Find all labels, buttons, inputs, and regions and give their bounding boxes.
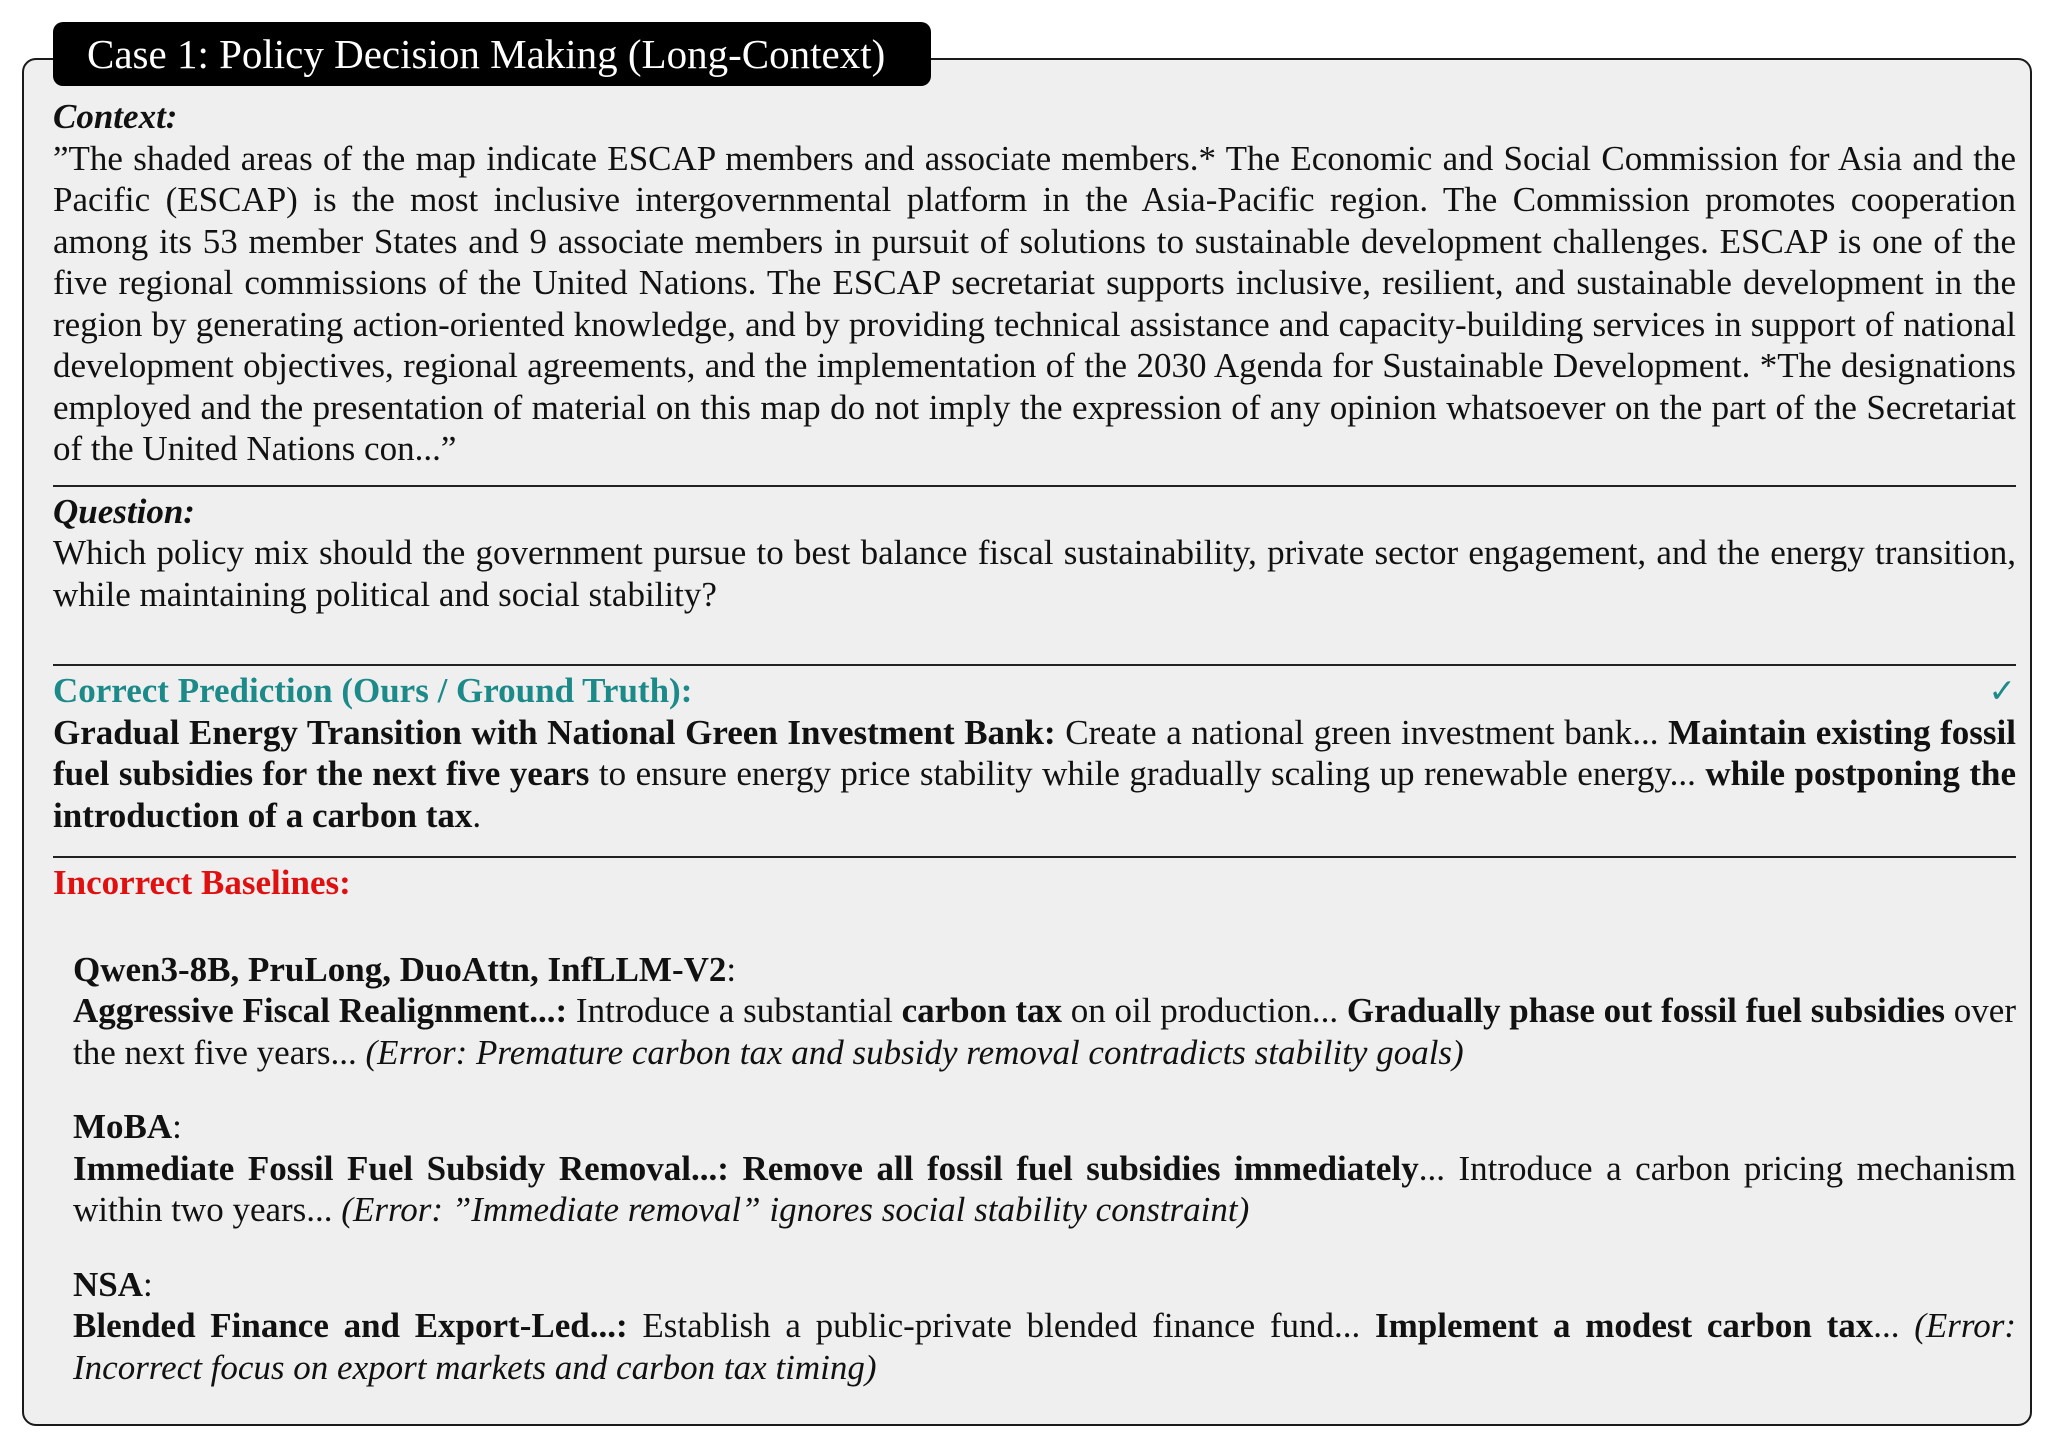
baseline-text-segment: Establish a public-private blended finance fund... — [627, 1306, 1375, 1345]
baseline-item — [73, 1106, 2016, 1231]
baseline-answer-title: Aggressive Fiscal Realignment...: — [73, 991, 568, 1030]
context-heading: Context: — [53, 97, 178, 136]
baseline-text-segment: ... — [1873, 1306, 1915, 1345]
baseline-bold-segment: carbon tax — [901, 991, 1062, 1030]
divider — [53, 664, 2016, 666]
divider — [53, 856, 2016, 858]
correct-text-segment: . — [472, 795, 482, 835]
baseline-item — [73, 949, 2016, 1074]
baseline-answer — [73, 1305, 2016, 1388]
baseline-answer-title: Blended Finance and Export-Led...: — [73, 1306, 628, 1345]
baseline-bold-segment: Remove all fossil fuel subsidies immediately — [742, 1148, 1419, 1188]
baseline-model-names: MoBA — [73, 1107, 173, 1146]
context-text: ”The shaded areas of the map indicate ESCAP members and associate members.* The Economic and Social Commission for Asia and the Pacific (ESCAP) is the most inclusive intergovernmental platform in the Asia-Pacific region. The Commission promotes cooperation among its 53 member States and 9 associate members in pursuit of solutions to sustainable development challenges. ESCAP is one of the five regional commissions of the United Nations. The ESCAP secretariat supports inclusive, resilient, and sustainable development in the region by generating action-oriented knowledge, and by providing technical assistance and capacity-building services in support of national development objectives, regional agreements, and the implementation of the 2030 Agenda for Sustainable Development. *The designations employed and the presentation of material on this map do not imply the expression of any opinion whatsoever on the part of the Secretariat of the United Nations con...” — [53, 138, 2016, 468]
baseline-models — [73, 1106, 2016, 1148]
baseline-bold-segment: Gradually phase out fossil fuel subsidies — [1346, 991, 1946, 1030]
case-title: Case 1: Policy Decision Making (Long-Context) — [53, 22, 931, 86]
baseline-model-names: Qwen3-8B, PruLong, DuoAttn, InfLLM-V2 — [73, 949, 727, 989]
check-icon: ✓ — [1988, 671, 2016, 710]
baseline-models — [73, 949, 2016, 991]
baseline-models — [73, 1264, 2016, 1306]
baseline-colon: : — [172, 1107, 182, 1146]
baseline-text-segment: on oil production... — [1062, 991, 1347, 1030]
baseline-answer — [73, 990, 2016, 1073]
incorrect-baselines-heading: Incorrect Baselines: — [53, 863, 351, 902]
baseline-error-note: (Error: ”Immediate removal” ignores social stability constraint) — [341, 1190, 1250, 1229]
baseline-item — [73, 1264, 2016, 1389]
baseline-text-segment: Introduce a substantial — [567, 991, 902, 1030]
correct-text-segment: Create a national green investment bank... — [1055, 712, 1669, 752]
baselines-list — [53, 949, 2016, 1389]
baseline-answer-title: Immediate Fossil Fuel Subsidy Removal...: — [73, 1148, 729, 1188]
correct-bold-segment: Maintain existing fossil fuel subsidies for the next five years — [53, 712, 2016, 793]
baseline-text-segment: ... Introduce a carbon pricing mechanism within two years... — [73, 1148, 2016, 1229]
correct-text-segment: to ensure energy price stability while gradually scaling up renewable energy... — [589, 754, 1706, 793]
question-heading: Question: — [53, 491, 195, 531]
baseline-text-segment — [729, 1149, 743, 1188]
baseline-error-note: (Error: Incorrect focus on export markets and carbon tax timing) — [73, 1306, 2016, 1387]
correct-prediction-text — [53, 712, 2016, 837]
correct-prediction-title: Gradual Energy Transition with National Green Investment Bank: — [53, 712, 1056, 752]
baseline-colon: : — [143, 1264, 153, 1304]
baseline-error-note: (Error: Premature carbon tax and subsidy removal contradicts stability goals) — [365, 1032, 1464, 1072]
correct-prediction-label: Correct Prediction (Ours / Ground Truth): — [53, 671, 693, 710]
baseline-bold-segment: Implement a modest carbon tax — [1375, 1306, 1874, 1345]
correct-bold-segment: while postponing the introduction of a carbon tax — [53, 754, 2017, 835]
correct-prediction-heading — [53, 670, 2016, 712]
question-text: Which policy mix should the government pursue to best balance fiscal sustainability, private sector engagement, and the energy transition, while maintaining political and social stability? — [53, 533, 2016, 614]
baseline-colon: : — [726, 949, 737, 989]
divider — [53, 485, 2016, 487]
baseline-model-names: NSA — [73, 1264, 144, 1304]
case-content — [53, 92, 2016, 1421]
baseline-answer — [73, 1148, 2016, 1231]
baseline-text-segment: over the next five years... — [73, 991, 2017, 1072]
